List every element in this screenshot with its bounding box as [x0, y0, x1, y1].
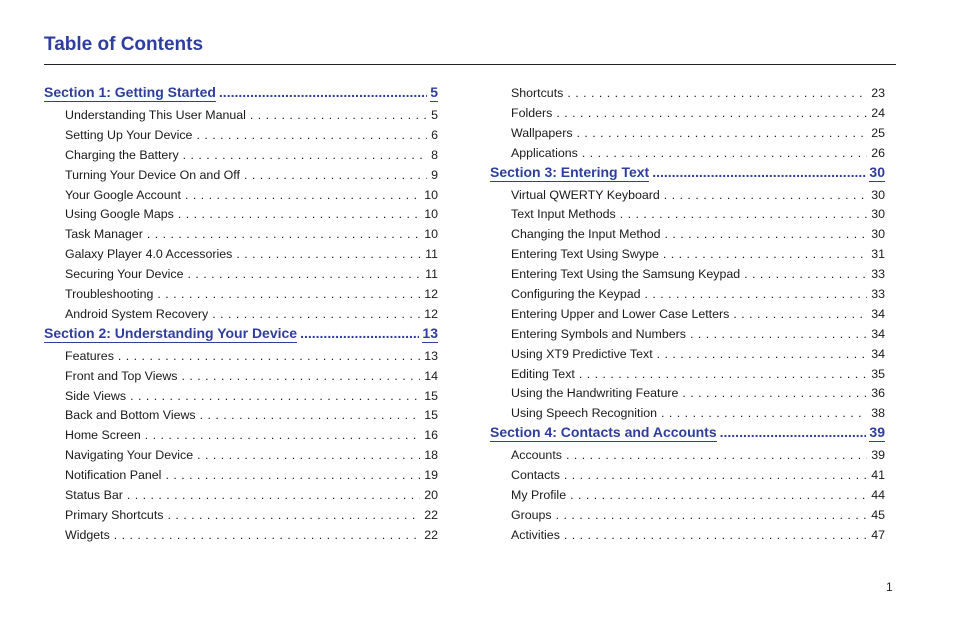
- toc-entry-link[interactable]: [490, 84, 885, 104]
- toc-entry-page: 41: [871, 468, 885, 483]
- toc-entry-link[interactable]: [44, 146, 438, 166]
- dot-leader: [570, 486, 867, 506]
- toc-section-link[interactable]: [490, 164, 885, 186]
- toc-entry-label: Editing Text: [511, 366, 575, 381]
- toc-entry-link[interactable]: [44, 486, 438, 506]
- dot-leader: [579, 365, 867, 385]
- toc-entry-link[interactable]: [44, 526, 438, 546]
- page-title: Table of Contents: [44, 34, 204, 55]
- toc-entry-page: 12: [424, 287, 438, 302]
- toc-entry-label: Using Speech Recognition: [511, 406, 658, 421]
- toc-entry-page: 24: [871, 105, 885, 120]
- dot-leader: [661, 404, 867, 424]
- toc-entry-page: 26: [871, 145, 885, 160]
- toc-entry-link[interactable]: [490, 144, 885, 164]
- dot-leader: [165, 466, 420, 486]
- dot-leader: [720, 424, 867, 441]
- toc-entry-page: 23: [871, 86, 885, 100]
- toc-entry-label: Front and Top Views: [65, 368, 178, 383]
- dot-leader: [744, 265, 867, 285]
- toc-entry-page: 10: [424, 207, 438, 222]
- dot-leader: [114, 526, 420, 546]
- toc-section-label: Section 2: Understanding Your Device: [44, 324, 298, 341]
- toc-entry-link[interactable]: [44, 205, 438, 225]
- dot-leader: [300, 325, 419, 342]
- toc-entry-page: 5: [431, 108, 438, 122]
- toc-section-link[interactable]: [44, 84, 438, 106]
- toc-entry-label: Back and Bottom Views: [65, 408, 196, 423]
- toc-entry-label: Contacts: [511, 468, 560, 483]
- toc-entry-page: 34: [871, 326, 885, 341]
- toc-entry-link[interactable]: [490, 305, 885, 325]
- title-divider: [44, 64, 896, 65]
- toc-entry-label: Side Views: [65, 388, 127, 403]
- toc-entry-page: 39: [871, 448, 885, 463]
- toc-entry-page: 38: [871, 406, 885, 421]
- toc-entry-label: Entering Symbols and Numbers: [511, 326, 686, 341]
- toc-entry-link[interactable]: [490, 225, 885, 245]
- toc-entry-link[interactable]: [490, 104, 885, 124]
- toc-entry-link[interactable]: [44, 426, 438, 446]
- dot-leader: [564, 466, 867, 486]
- toc-entry-link[interactable]: [490, 446, 885, 466]
- toc-entry-page: 45: [871, 507, 885, 522]
- toc-entry-page: 18: [424, 448, 438, 463]
- toc-entry-link[interactable]: [490, 486, 885, 506]
- dot-leader: [196, 126, 427, 146]
- toc-entry-link[interactable]: [490, 124, 885, 144]
- dot-leader: [652, 164, 866, 181]
- toc-entry-link[interactable]: [490, 404, 885, 424]
- toc-section-link[interactable]: [490, 424, 885, 446]
- toc-section-page: 39: [869, 424, 885, 441]
- dot-leader: [183, 146, 427, 166]
- toc-entry-label: Entering Upper and Lower Case Letters: [511, 306, 730, 321]
- toc-entry-label: Primary Shortcuts: [65, 507, 164, 522]
- toc-section-label: Section 3: Entering Text: [490, 163, 650, 180]
- toc-entry-link[interactable]: [490, 205, 885, 225]
- toc-entry-page: 47: [871, 527, 885, 542]
- toc-entry-label: Activities: [511, 527, 560, 542]
- toc-entry-label: Features: [65, 348, 114, 363]
- toc-entry-label: Securing Your Device: [65, 267, 184, 282]
- dot-leader: [663, 245, 867, 265]
- toc-entry-page: 11: [425, 247, 438, 262]
- toc-entry-page: 15: [424, 408, 438, 423]
- toc-section-page: 30: [869, 163, 885, 180]
- dot-leader: [236, 245, 421, 265]
- toc-entry-label: Changing the Input Method: [511, 227, 661, 242]
- toc-entry-label: Groups: [511, 507, 552, 522]
- toc-entry-page: 6: [431, 127, 438, 142]
- dot-leader: [566, 446, 867, 466]
- toc-entry-page: 15: [424, 388, 438, 403]
- toc-entry-page: 44: [871, 488, 885, 503]
- toc-entry-page: 10: [424, 187, 438, 202]
- dot-leader: [187, 265, 421, 285]
- toc-entry-label: Widgets: [65, 527, 110, 542]
- toc-entry-link[interactable]: [44, 225, 438, 245]
- toc-entry-page: 22: [424, 507, 438, 522]
- toc-entry-link[interactable]: [44, 446, 438, 466]
- dot-leader: [185, 186, 420, 206]
- toc-entry-page: 8: [431, 147, 438, 162]
- toc-entry-page: 35: [871, 366, 885, 381]
- toc-section-page: 5: [430, 84, 438, 100]
- toc-entry-page: 25: [871, 125, 885, 140]
- toc-entry-label: Using the Handwriting Feature: [511, 386, 679, 401]
- dot-leader: [250, 106, 427, 126]
- dot-leader: [130, 387, 420, 407]
- dot-leader: [645, 285, 868, 305]
- toc-entry-link[interactable]: [490, 506, 885, 526]
- toc-entry-label: Entering Text Using the Samsung Keypad: [511, 267, 741, 282]
- toc-entry-page: 30: [871, 227, 885, 242]
- toc-entry-link[interactable]: [490, 325, 885, 345]
- dot-leader: [564, 526, 867, 546]
- toc-entry-page: 20: [424, 488, 438, 503]
- toc-entry-page: 12: [424, 306, 438, 321]
- toc-entry-label: Navigating Your Device: [65, 448, 194, 463]
- dot-leader: [157, 285, 420, 305]
- toc-entry-link[interactable]: [490, 245, 885, 265]
- toc-entry-label: Notification Panel: [65, 468, 162, 483]
- toc-right-column: [490, 84, 885, 546]
- toc-entry-label: Setting Up Your Device: [65, 127, 193, 142]
- dot-leader: [219, 84, 427, 101]
- toc-entry-label: Turning Your Device On and Off: [65, 167, 240, 182]
- dot-leader: [197, 446, 420, 466]
- toc-entry-page: 36: [871, 386, 885, 401]
- toc-left-column: [44, 84, 438, 546]
- dot-leader: [567, 84, 867, 104]
- toc-entry-link[interactable]: [44, 305, 438, 325]
- toc-entry-link[interactable]: [44, 406, 438, 426]
- toc-entry-label: Folders: [511, 105, 553, 120]
- dot-leader: [127, 486, 420, 506]
- toc-entry-page: 34: [871, 306, 885, 321]
- toc-entry-page: 11: [425, 267, 438, 282]
- dot-leader: [147, 225, 420, 245]
- toc-entry-page: 33: [871, 267, 885, 282]
- dot-leader: [182, 367, 421, 387]
- dot-leader: [620, 205, 868, 225]
- toc-entry-page: 30: [871, 187, 885, 202]
- toc-entry-label: Task Manager: [65, 227, 143, 242]
- toc-entry-page: 16: [424, 428, 438, 443]
- dot-leader: [145, 426, 420, 446]
- toc-entry-link[interactable]: [44, 186, 438, 206]
- dot-leader: [212, 305, 420, 325]
- dot-leader: [577, 124, 868, 144]
- toc-entry-link[interactable]: [44, 285, 438, 305]
- toc-entry-label: Using XT9 Predictive Text: [511, 346, 653, 361]
- dot-leader: [118, 347, 420, 367]
- toc-entry-link[interactable]: [490, 285, 885, 305]
- dot-leader: [664, 186, 867, 206]
- toc-entry-label: Status Bar: [65, 488, 123, 503]
- toc-entry-page: 31: [871, 247, 885, 262]
- toc-entry-link[interactable]: [490, 384, 885, 404]
- toc-entry-label: Your Google Account: [65, 187, 181, 202]
- toc-entry-link[interactable]: [44, 166, 438, 186]
- toc-entry-link[interactable]: [44, 466, 438, 486]
- dot-leader: [690, 325, 867, 345]
- dot-leader: [167, 506, 420, 526]
- toc-section-label: Section 1: Getting Started: [44, 84, 216, 100]
- toc-entry-label: Galaxy Player 4.0 Accessories: [65, 247, 233, 262]
- toc-entry-page: 22: [424, 527, 438, 542]
- toc-entry-link[interactable]: [490, 265, 885, 285]
- toc-entry-page: 34: [871, 346, 885, 361]
- toc-entry-label: Virtual QWERTY Keyboard: [511, 187, 660, 202]
- toc-entry-link[interactable]: [44, 106, 438, 126]
- dot-leader: [582, 144, 867, 164]
- toc-entry-link[interactable]: [44, 245, 438, 265]
- toc-entry-label: Entering Text Using Swype: [511, 247, 659, 262]
- toc-entry-link[interactable]: [44, 506, 438, 526]
- toc-entry-label: Understanding This User Manual: [65, 108, 246, 122]
- toc-entry-link[interactable]: [490, 186, 885, 206]
- dot-leader: [682, 384, 867, 404]
- toc-entry-page: 33: [871, 287, 885, 302]
- toc-entry-link[interactable]: [490, 365, 885, 385]
- toc-entry-page: 30: [871, 207, 885, 222]
- toc-entry-link[interactable]: [44, 347, 438, 367]
- dot-leader: [665, 225, 868, 245]
- toc-entry-page: 13: [424, 348, 438, 363]
- toc-section-link[interactable]: [44, 325, 438, 347]
- toc-entry-page: 14: [424, 368, 438, 383]
- toc-entry-link[interactable]: [44, 265, 438, 285]
- toc-entry-link[interactable]: [44, 387, 438, 407]
- toc-entry-page: 19: [424, 468, 438, 483]
- toc-entry-label: Applications: [511, 145, 578, 160]
- toc-entry-link[interactable]: [490, 526, 885, 546]
- toc-section-page: 13: [422, 324, 438, 341]
- dot-leader: [657, 345, 868, 365]
- toc-entry-link[interactable]: [490, 466, 885, 486]
- toc-entry-label: Shortcuts: [511, 86, 564, 100]
- dot-leader: [178, 205, 420, 225]
- toc-entry-label: Wallpapers: [511, 125, 573, 140]
- toc-entry-link[interactable]: [44, 126, 438, 146]
- toc-entry-label: Android System Recovery: [65, 306, 209, 321]
- toc-entry-label: Using Google Maps: [65, 207, 174, 222]
- toc-entry-page: 10: [424, 227, 438, 242]
- toc-entry-page: 9: [431, 167, 438, 182]
- toc-entry-link[interactable]: [490, 345, 885, 365]
- toc-entry-label: Troubleshooting: [65, 287, 154, 302]
- toc-entry-label: Accounts: [511, 448, 562, 463]
- dot-leader: [556, 506, 868, 526]
- toc-entry-label: Text Input Methods: [511, 207, 616, 222]
- toc-entry-label: My Profile: [511, 488, 567, 503]
- dot-leader: [244, 166, 427, 186]
- dot-leader: [556, 104, 867, 124]
- toc-entry-link[interactable]: [44, 367, 438, 387]
- toc-entry-label: Charging the Battery: [65, 147, 179, 162]
- dot-leader: [733, 305, 867, 325]
- page-number: 1: [886, 580, 893, 594]
- toc-entry-label: Configuring the Keypad: [511, 287, 641, 302]
- toc-entry-label: Home Screen: [65, 428, 141, 443]
- toc-section-label: Section 4: Contacts and Accounts: [490, 424, 717, 441]
- dot-leader: [200, 406, 421, 426]
